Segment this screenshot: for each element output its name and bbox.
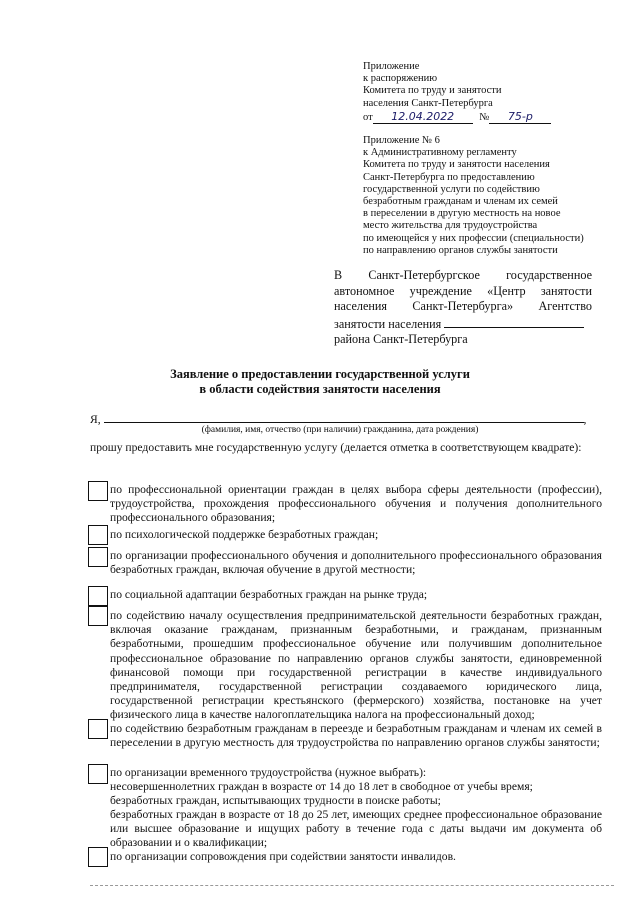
regulation-line: Комитета по труду и занятости населения bbox=[363, 159, 550, 171]
option-disabled-support: по организации сопровождения при содействии занятости инвалидов. bbox=[110, 850, 456, 863]
regulation-line: место жительства для трудоустройства bbox=[363, 220, 538, 232]
agency-name-field[interactable] bbox=[444, 315, 584, 328]
option-career-guidance: по профессиональной ориентации граждан в целях выбора сферы деятельности (профессии), трудоустройства, прохождения профессионального обучения и получения дополнительного профессионального образования; bbox=[110, 483, 602, 525]
order-header-line: Комитета по труду и занятости bbox=[363, 85, 502, 97]
order-number: 75-р bbox=[489, 111, 551, 124]
regulation-line: государственной услуги по содействию bbox=[363, 183, 540, 195]
checkbox-disabled-support[interactable] bbox=[88, 847, 108, 867]
applicant-name-field[interactable] bbox=[104, 410, 584, 423]
checkbox-entrepreneurship[interactable] bbox=[88, 606, 108, 626]
option-psychological-support: по психологической поддержке безработных граждан; bbox=[110, 528, 379, 541]
document-title bbox=[100, 367, 540, 397]
addressee-line-row bbox=[334, 315, 592, 333]
from-prefix: от bbox=[363, 111, 373, 123]
regulation-line: по направлению органов службы занятости bbox=[363, 244, 558, 256]
addressee-text: В Санкт-Петербургское государственное автономное учреждение «Центр занятости населения Санкт-Петербурга» Агентство bbox=[334, 268, 592, 313]
addressee-last: района Санкт-Петербурга bbox=[334, 332, 468, 346]
option-professional-training: по организации профессионального обучения и дополнительного профессионального образования безработных граждан, включая обучение в другой местности; bbox=[110, 549, 602, 577]
checkbox-relocation[interactable] bbox=[88, 719, 108, 739]
checkbox-temporary-employment[interactable] bbox=[88, 764, 108, 784]
option-entrepreneurship: по содействию началу осуществления предпринимательской деятельности безработных граждан, включая оказание гражданам, признанным безработными, и гражданам, признанным безработными, прошедшим профессиональное обучение или получившим дополнительное профессиональное образование по направлению органов службы занятости, единовременной финансовой помощи при государственной регистрации в качестве индивидуального предпринимателя, государственной регистрации создаваемого юридического лица, государственной регистрации крестьянского (фермерского) хозяйства, постановке на учет физического лица в качестве налогоплательщика налога на профессиональный доход; bbox=[110, 609, 602, 722]
temp-subitem-difficulty: безработных граждан, испытывающих трудности в поиске работы; bbox=[110, 794, 441, 807]
order-date: 12.04.2022 bbox=[373, 111, 473, 124]
page-cut-line bbox=[90, 885, 614, 886]
order-header-line: Приложение bbox=[363, 61, 420, 72]
checkbox-social-adaptation[interactable] bbox=[88, 586, 108, 606]
order-header-line: к распоряжению bbox=[363, 73, 438, 85]
title-line-1: Заявление о предоставлении государственной услуги bbox=[170, 367, 470, 381]
option-temporary-employment: по организации временного трудоустройства (нужное выбрать): bbox=[110, 766, 427, 779]
applicant-suffix: , bbox=[583, 413, 587, 426]
title-line-2: в области содействия занятости населения bbox=[199, 382, 441, 396]
regulation-line: по имеющейся у них профессии (специальности) bbox=[363, 232, 584, 244]
applicant-prefix: Я, bbox=[90, 413, 101, 426]
temp-subitem-minors: несовершеннолетних граждан в возрасте от 14 до 18 лет в свободное от учебы время; bbox=[110, 780, 533, 793]
order-header bbox=[363, 61, 603, 124]
temp-subitem-graduates: безработных граждан в возрасте от 18 до 25 лет, имеющих среднее профессиональное образование или высшее образование и ищущих работу в течение года с даты выдачи им документа об образовании и о квалификации; bbox=[110, 808, 602, 850]
addressee-block bbox=[334, 268, 592, 348]
checkbox-professional-training[interactable] bbox=[88, 547, 108, 567]
order-date-number-line bbox=[363, 111, 603, 124]
order-header-line: населения Санкт-Петербурга bbox=[363, 97, 493, 109]
number-sign: № bbox=[479, 111, 490, 123]
regulation-line: Приложение № 6 bbox=[363, 135, 440, 146]
addressee-line-label: занятости населения bbox=[334, 316, 442, 331]
applicant-hint: (фамилия, имя, отчество (при наличии) гражданина, дата рождения) bbox=[201, 425, 479, 435]
option-relocation: по содействию безработным гражданам в переезде и безработным гражданам и членам их семей в переселении в другую местность для трудоустройства по направлению органов службы занятости; bbox=[110, 722, 602, 750]
checkbox-career-guidance[interactable] bbox=[88, 481, 108, 501]
regulation-line: Санкт-Петербурга по предоставлению bbox=[363, 171, 535, 183]
regulation-header bbox=[363, 135, 608, 257]
request-text: прошу предоставить мне государственную услугу (делается отметка в соответствующем квадрате): bbox=[90, 441, 582, 454]
checkbox-psychological-support[interactable] bbox=[88, 525, 108, 545]
regulation-line: в переселении в другую местность на новое bbox=[363, 208, 561, 220]
regulation-line: безработным гражданам и членам их семей bbox=[363, 196, 558, 208]
regulation-line: к Административному регламенту bbox=[363, 147, 517, 159]
option-social-adaptation: по социальной адаптации безработных граждан на рынке труда; bbox=[110, 588, 428, 601]
